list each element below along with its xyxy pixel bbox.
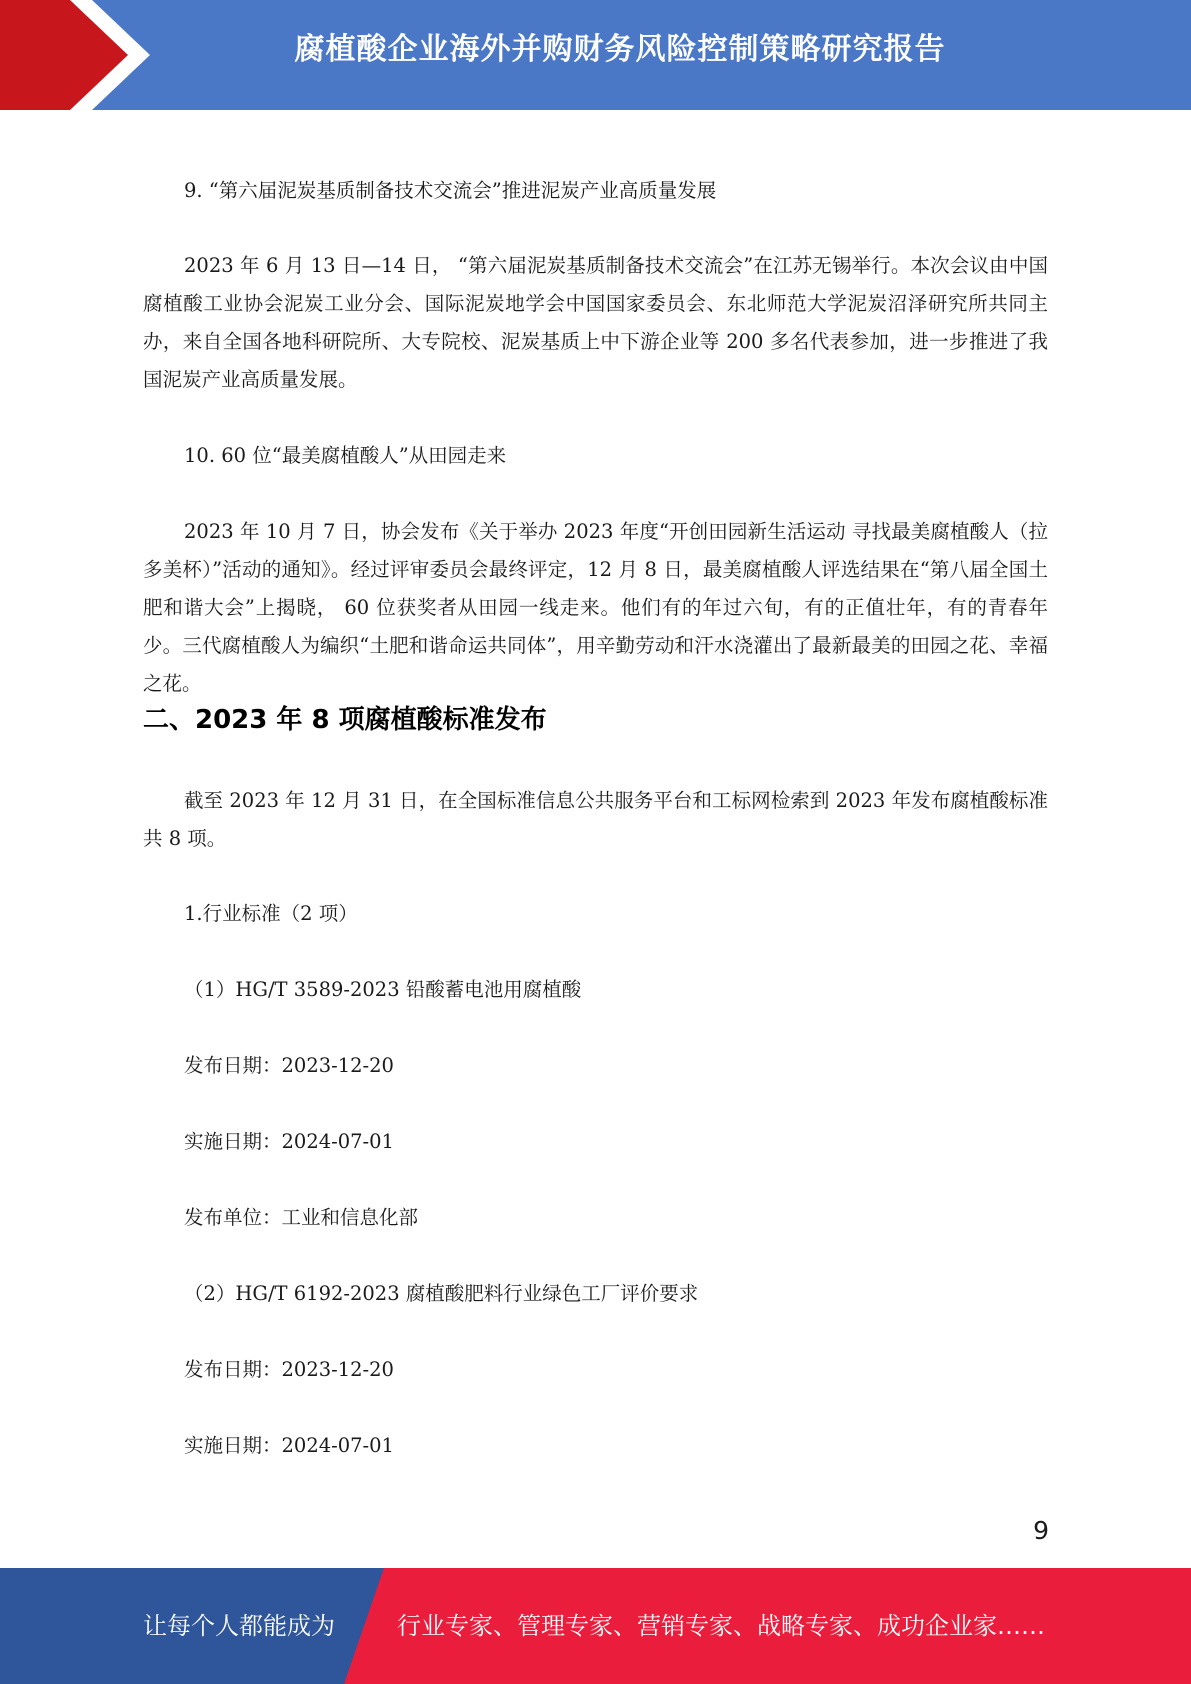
section2-heading: 二、2023 年 8 项腐植酸标准发布 [143,705,547,735]
standard1-release-date: 发布日期：2023-12-20 [184,1054,394,1077]
standard1-title: （1）HG/T 3589-2023 铅酸蓄电池用腐植酸 [184,978,582,1001]
standard1-effective-date: 实施日期：2024-07-01 [184,1130,394,1153]
header-banner [0,0,1191,110]
industry-standard-heading: 1.行业标准（2 项） [184,902,358,925]
item10-paragraph: 2023 年 10 月 7 日，协会发布《关于举办 2023 年度“开创田园新生活运动 寻找最美腐植酸人（拉多美杯）”活动的通知》。经过评审委员会最终评定，12 月 8 日，最美腐植酸人评选结果在“第八届全国土肥和谐大会”上揭晓， 60 位获奖者从田园一线走来。他们有的年过六旬，有的正值壮年，有的青春年少。三代腐植酸人为编织“土肥和谐命运共同体”，用辛勤劳动和汗水浇灌出了最新最美的田园之花、幸福之花。 [143,520,1048,695]
item9-heading: 9. “第六届泥炭基质制备技术交流会”推进泥炭产业高质量发展 [184,179,717,202]
footer-slogan-left: 让每个人都能成为 [143,1612,335,1640]
section2-intro: 截至 2023 年 12 月 31 日，在全国标准信息公共服务平台和工标网检索到 2023 年发布腐植酸标准共 8 项。 [143,789,1048,850]
footer-slogan-right: 行业专家、管理专家、营销专家、战略专家、成功企业家…… [397,1612,1045,1640]
header-title: 腐植酸企业海外并购财务风险控制策略研究报告 [294,32,946,67]
footer-banner [0,1568,1191,1684]
standard2-effective-date: 实施日期：2024-07-01 [184,1434,394,1457]
item9-paragraph: 2023 年 6 月 13 日—14 日， “第六届泥炭基质制备技术交流会”在江苏无锡举行。本次会议由中国腐植酸工业协会泥炭工业分会、国际泥炭地学会中国国家委员会、东北师范大学泥炭沼泽研究所共同主办，来自全国各地科研院所、大专院校、泥炭基质上中下游企业等 200 多名代表参加，进一步推进了我国泥炭产业高质量发展。 [143,254,1048,391]
standard2-title: （2）HG/T 6192-2023 腐植酸肥料行业绿色工厂评价要求 [184,1282,699,1305]
standard1-issuer: 发布单位：工业和信息化部 [184,1206,419,1229]
page-number: 9 [1033,1516,1049,1545]
standard2-release-date: 发布日期：2023-12-20 [184,1358,394,1381]
item10-heading: 10. 60 位“最美腐植酸人”从田园走来 [184,444,507,467]
